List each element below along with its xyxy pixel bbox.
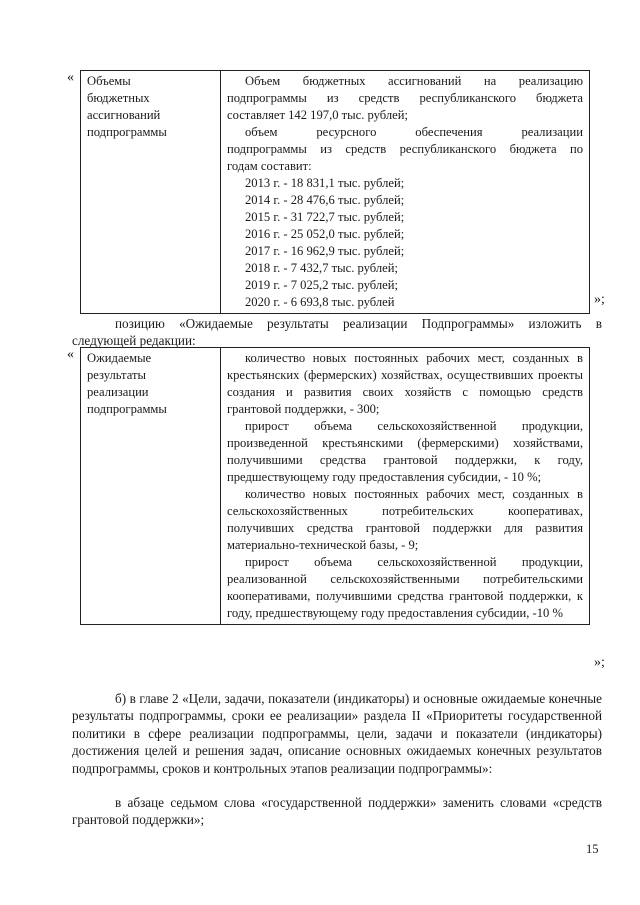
label-line: реализации: [87, 385, 149, 399]
year-line: 2020 г. - 6 693,8 тыс. рублей: [245, 295, 395, 309]
funding-label-cell: [81, 71, 221, 314]
year-line: 2017 г. - 16 962,9 тыс. рублей;: [245, 244, 405, 258]
closing-quote: »;: [594, 292, 605, 307]
funding-content-cell: [221, 71, 590, 314]
result-item: прирост объема сельскохозяйственной продукции, реализованной сельскохозяйственными потребительскими кооперативами, получившими средства грантовой поддержки, к году, предшествующему году предоставления субсидии, -10 %: [227, 555, 583, 620]
content-line: Объем бюджетных ассигнований на реализацию: [245, 74, 583, 88]
year-line: 2018 г. - 7 432,7 тыс. рублей;: [245, 261, 398, 275]
closing-quote: »;: [594, 655, 605, 670]
label-line: подпрограммы: [87, 125, 167, 139]
label-line: ассигнований: [87, 108, 161, 122]
paragraph-amendment-b: б) в главе 2 «Цели, задачи, показатели (индикаторы) и основные ожидаемые конечные результаты подпрограммы, сроки ее реализации» раздела II «Приоритеты государственной политики в сфере реализации подпрограммы, цели, задачи и показатели (индикаторы) достижения целей и решения задач, описание основных ожидаемых конечных результатов подпрограммы, сроков и контрольных этапов реализации подпрограммы»:: [72, 691, 602, 776]
content-line: подпрограммы из средств республиканского бюджета по: [227, 142, 583, 156]
content-line: годам составит:: [227, 159, 312, 173]
content-line: подпрограммы из средств республиканского бюджета: [227, 91, 583, 105]
result-item: прирост объема сельскохозяйственной продукции, произведенной крестьянскими (фермерскими) хозяйствами, получившими средства грантовой поддержки, к году, предшествующему году предоставления субсидии, - 10 %;: [227, 419, 583, 484]
results-label-cell: [81, 348, 221, 625]
year-line: 2019 г. - 7 025,2 тыс. рублей;: [245, 278, 398, 292]
label-line: Ожидаемые: [87, 351, 152, 365]
passport-table-results: [80, 347, 590, 625]
year-line: 2014 г. - 28 476,6 тыс. рублей;: [245, 193, 405, 207]
passport-table-funding: [80, 70, 590, 314]
opening-quote: «: [67, 347, 74, 362]
paragraph-intro: позицию «Ожидаемые результаты реализации Подпрограммы» изложить в следующей редакции:: [72, 316, 602, 349]
result-item: количество новых постоянных рабочих мест, созданных в сельскохозяйственных потребительских кооперативах, получивших средства грантовой поддержки для развития материально-технической базы, - 9;: [227, 487, 583, 552]
paragraph-replacement: в абзаце седьмом слова «государственной поддержки» заменить словами «средств грантовой поддержки»;: [72, 795, 602, 828]
result-item: количество новых постоянных рабочих мест, созданных в крестьянских (фермерских) хозяйствах, осуществивших проекты создания и развития своих хозяйств с помощью средств грантовой поддержки, - 300;: [227, 351, 583, 416]
label-line: бюджетных: [87, 91, 150, 105]
results-content-cell: [221, 348, 590, 625]
label-line: подпрограммы: [87, 402, 167, 416]
page-number: 15: [586, 842, 599, 856]
year-line: 2013 г. - 18 831,1 тыс. рублей;: [245, 176, 405, 190]
year-line: 2016 г. - 25 052,0 тыс. рублей;: [245, 227, 405, 241]
year-line: 2015 г. - 31 722,7 тыс. рублей;: [245, 210, 405, 224]
opening-quote: «: [67, 70, 74, 85]
content-line: составляет 142 197,0 тыс. рублей;: [227, 108, 408, 122]
label-line: Объемы: [87, 74, 131, 88]
label-line: результаты: [87, 368, 146, 382]
content-line: объем ресурсного обеспечения реализации: [245, 125, 583, 139]
